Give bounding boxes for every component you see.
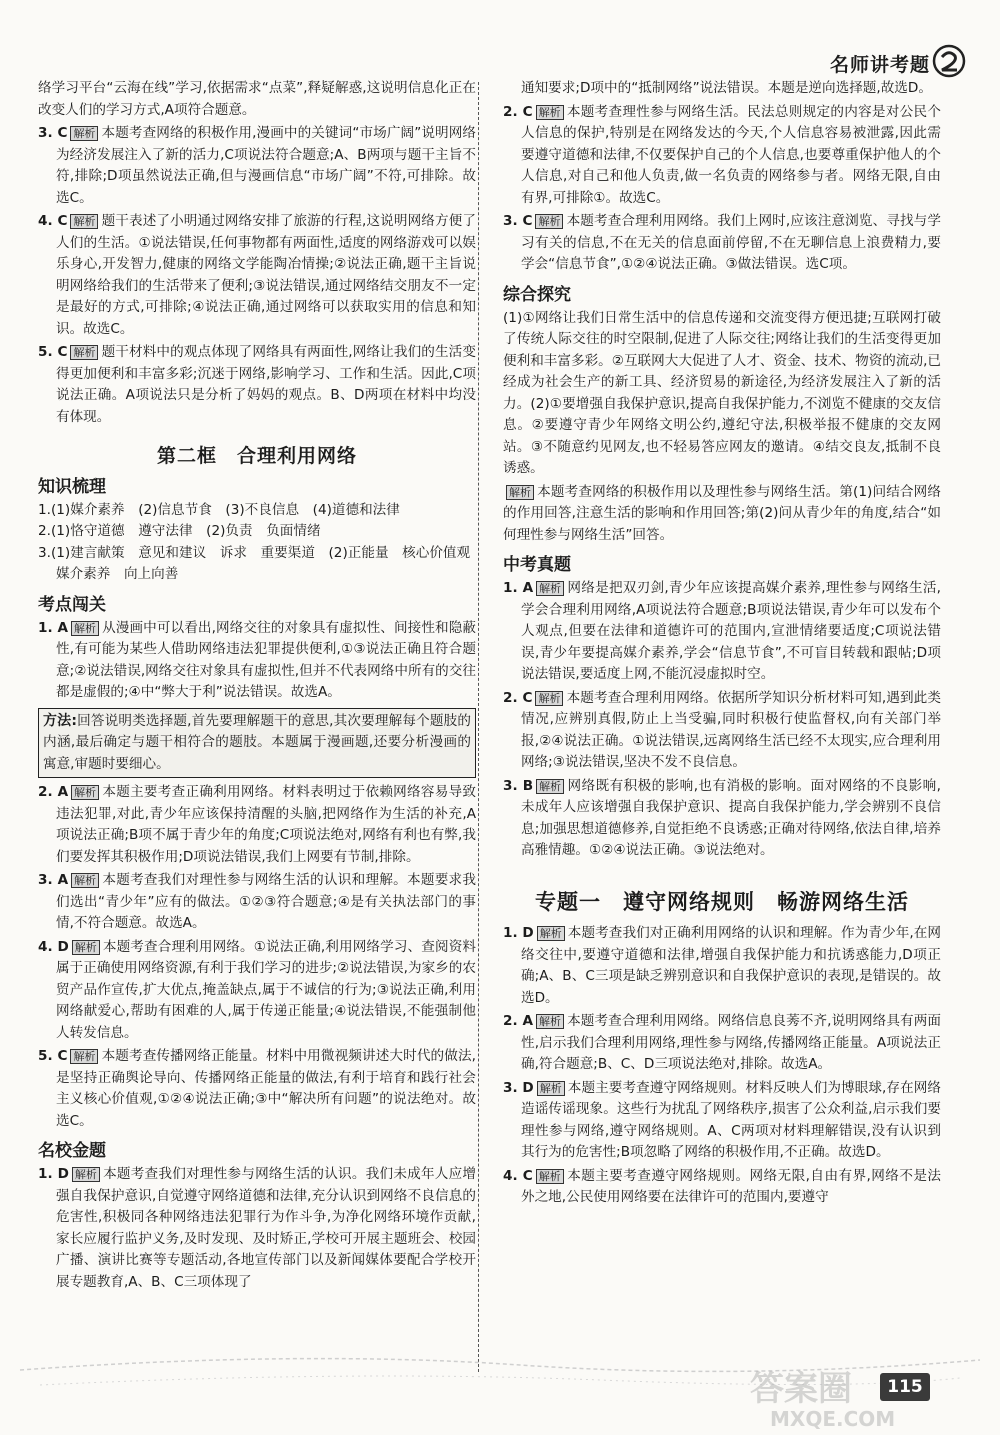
analysis-tag: 解析 [536, 1014, 564, 1029]
special-topic-title: 专题一 遵守网络规则 畅游网络生活 [535, 889, 909, 914]
answer-item: 1. A 解析 从漫画中可以看出,网络交往的对象具有虚拟性、间接性和隐蔽性,有可能为某些人借助网络违法犯罪提供便利,①③说法正确且符合题意;②说法错误,网络交往对象具有虚拟性,但并不代表网络中所有的交往都是虚假的;④中“弊大于利”说法错误。故选A。 [38, 619, 476, 700]
section-heading: 中考真题 [503, 555, 571, 575]
answer-item: 4. C 解析 本题主要考查遵守网络规则。网络无限,自由有界,网络不是法外之地,公民使用网络要在法律许可的范围内,要遵守 [503, 1167, 941, 1205]
analysis-tag: 解析 [71, 621, 99, 636]
analysis-tag: 解析 [537, 926, 565, 941]
left-column [38, 78, 484, 1295]
chapter-title: 第二框 合理利用网络 [156, 445, 357, 467]
brand-title: 名师讲考题 [829, 54, 930, 76]
section-heading: 综合探究 [503, 284, 571, 305]
answer-item: 5. C 解析 题干材料中的观点体现了网络具有两面性,网络让我们的生活变得更加便利和丰富多彩;沉迷于网络,影响学习、工作和生活。因此,C项说法正确。A项说法只是分析了妈妈的观点。B、D两项在材料中均没有体现。 [38, 344, 476, 425]
answer-item: 5. C 解析 本题考查传播网络正能量。材料中用微视频讲述大时代的做法,是坚持正确舆论导向、传播网络正能量的做法,有利于培育和践行社会主义核心价值观,①②④说法正确;③中“解决所有问题”的说法绝对。故选C。 [38, 1048, 476, 1129]
page-header [0, 0, 1000, 80]
answer-item: 1. A 解析 网络是把双刃剑,青少年应该提高媒介素养,理性参与网络生活,学会合理利用网络,A项说法符合题意;B项说法错误,青少年可以发布个人观点,但要在法律和道德许可的范围内,宣泄情绪要适度;C项说法错误,青少年要提高媒介素养,学会“信息节食”,不可盲目转载和跟帖;D项说法错误,要适度上网,不能沉浸虚拟时空。 [503, 580, 941, 682]
analysis-tag: 解析 [70, 345, 98, 360]
right-column [503, 78, 941, 1211]
analysis-tag: 解析 [72, 940, 100, 955]
answer-item: 2. A 解析 本题考查合理利用网络。网络信息良莠不齐,说明网络具有两面性,启示我们合理利用网络,理性参与网络,传播网络正能量。A项说法正确,符合题意;B、C、D三项说法绝对,排除。故选A。 [503, 1013, 941, 1072]
section-heading: 知识梳理 [38, 476, 106, 497]
explore-analysis: 解析 本题考查网络的积极作用以及理性参与网络生活。第(1)问结合网络的作用回答,注意生活的影响和作用回答;第(2)问从青少年的角度,结合“如何理性参与网络生活”回答。 [503, 483, 941, 543]
answer-item: 2. A 解析 本题主要考查正确利用网络。材料表明过于依赖网络容易导致违法犯罪,对此,青少年应该保持清醒的头脑,把网络作为生活的补充,A项说法正确;B项不属于青少年的角度;C项说法绝对,网络有利也有弊,我们要发挥其积极作用;D项说法错误,我们上网要有节制,排除。 [38, 784, 476, 865]
analysis-tag: 解析 [535, 214, 563, 229]
analysis-tag: 解析 [536, 581, 564, 596]
answer-item: 3. C 解析 本题考查合理利用网络。我们上网时,应该注意浏览、寻找与学习有关的信息,不在无关的信息面前停留,不在无聊信息上浪费精力,要学会“信息节食”,①②④说法正确。③做法错误。选C项。 [503, 213, 941, 272]
analysis-tag: 解析 [70, 1049, 98, 1064]
knowledge-line: 1.(1)媒介素养 (2)信息节食 (3)不良信息 (4)道德和法律 [38, 501, 400, 518]
method-box [38, 708, 476, 779]
analysis-tag: 解析 [536, 1169, 564, 1184]
answer-item: 1. D 解析 本题考查我们对理性参与网络生活的认识。我们未成年人应增强自我保护意识,自觉遵守网络道德和法律,充分认识到网络不良信息的危害性,积极同各种网络违法犯罪行为作斗争,为净化网络环境作贡献,家长应履行监护义务,及时发现、及时矫正,学校可开展主题班会、校园广播、演讲比赛等专题活动,各地宣传部门以及新闻媒体要配合学校开展专题教育,A、B、C三项体现了 [38, 1166, 477, 1290]
analysis-tag: 解析 [535, 691, 563, 706]
watermark-logo [740, 1360, 980, 1432]
knowledge-line: 3.(1)建言献策 意见和建议 诉求 重要渠道 (2)正能量 核心价值观 媒介素养 向上向善 [38, 544, 484, 582]
answer-item: 3. B 解析 网络既有积极的影响,也有消极的影响。面对网络的不良影响,未成年人应该增强自我保护意识、提高自我保护能力,学会辨别不良信息;加强思想道德修养,自觉拒绝不良诱惑;正确对待网络,依法自律,培养高雅情趣。①②④说法正确。③说法绝对。 [503, 777, 942, 858]
analysis-tag: 解析 [70, 126, 98, 141]
answer-item: 3. C 解析 本题考查网络的积极作用,漫画中的关键词“市场广阔”说明网络为经济发展注入了新的活力,C项说法符合题意;A、B两项与题干主旨不符,排除;D项虽然说法正确,但与漫画信息“市场广阔”不符,可排除。故选C。 [38, 125, 476, 206]
analysis-tag: 解析 [71, 785, 99, 800]
section-heading: 名校金题 [38, 1141, 106, 1161]
answer-item: 4. C 解析 题干表述了小明通过网络安排了旅游的行程,这说明网络方便了人们的生活。①说法错误,任何事物都有两面性,适度的网络游戏可以娱乐身心,开发智力,健康的网络文学能陶冶情操;②说法正确,题干主旨说明网络给我们的生活带来了便利;③说法错误,通过网络结交朋友不一定是最好的方式,可排除;④说法正确,通过网络可以获取实用的信息和知识。故选C。 [38, 213, 476, 337]
explore-answer: (1)①网络让我们日常生活中的信息传递和交流变得方便迅捷;互联网打破了传统人际交往的时空限制,促进了人际交往;网络让我们的生活变得更加便利和丰富多彩。②互联网大大促进了人才、资金、技术、物资的流动,已经成为社会生产的新工具、经济贸易的新途径,为经济发展注入了新的活力。(2)①要增强自我保护意识,提高自我保护能力,不浏览不健康的交友信息。②要遵守青少年网络文明公约,遵纪守法,积极举报不健康的交友网站。③不随意约见网友,也不轻易答应网友的邀请。④结交良友,抵制不良诱惑。 [503, 309, 941, 476]
continued-text: 络学习平台“云海在线”学习,依据需求“点菜”,释疑解惑,这说明信息化正在改变人们的学习方式,A项符合题意。 [38, 80, 476, 118]
section-heading: 考点闯关 [38, 594, 106, 615]
svg-text:答案圈: 答案圈 [750, 1369, 852, 1409]
answer-item: 2. C 解析 本题考查理性参与网络生活。民法总则规定的内容是对公民个人信息的保护,特别是在网络发达的今天,个人信息容易被泄露,因此需要遵守道德和法律,不仅要保护自己的个人信息,也要尊重保护他人的个人信息,对自己和他人负责,做一名负责的网络参与者。网络无限,自由有界,可排除①。故选C。 [503, 103, 941, 206]
method-label: 方法: [43, 712, 77, 729]
answer-list-top [38, 123, 476, 428]
svg-text:MXQE.COM: MXQE.COM [770, 1407, 896, 1431]
answer-item: 3. A 解析 本题考查我们对理性参与网络生活的认识和理解。本题要求我们选出“青少年”应有的做法。①②③符合题意;④是有关执法部门的事情,不符合题意。故选A。 [38, 872, 476, 931]
method-text: 回答说明类选择题,首先要理解题干的意思,其次要理解每个题肢的内涵,最后确定与题干相符合的题肢。本题属于漫画题,还要分析漫画的寓意,审题时要细心。 [43, 712, 471, 772]
answer-item: 1. D 解析 本题考查我们对正确利用网络的认识和理解。作为青少年,在网络交往中,要遵守道德和法律,增强自我保护能力和抗诱惑能力,D项正确;A、B、C三项是缺乏辨别意识和自我保护意识的表现,是错误的。故选D。 [503, 925, 941, 1006]
analysis-tag: 解析 [72, 1167, 100, 1182]
knowledge-line: 2.(1)恪守道德 遵守法律 (2)负责 负面情绪 [38, 523, 321, 539]
page-number: 115 [880, 1373, 930, 1401]
brand-logo-icon [932, 44, 966, 78]
answer-item: 4. D 解析 本题考查合理利用网络。①说法正确,利用网络学习、查阅资料属于正确使用网络资源,有利于我们学习的进步;②说法错误,为家乡的农贸产品作宣传,扩大优点,掩盖缺点,属于不诚信的行为;③说法正确,利用网络献爱心,帮助有困难的人,属于传递正能量;④说法错误,不能强制他人转发信息。 [38, 938, 476, 1041]
answer-item: 2. C 解析 本题考查合理利用网络。依据所学知识分析材料可知,遇到此类情况,应辨别真假,防止上当受骗,同时积极行使监督权,向有关部门举报,②④说法正确。①说法错误,远离网络生活已经不太现实,应合理利用网络;③说法错误,坚决不发不良信息。 [503, 689, 941, 770]
answer-item: 3. D 解析 本题主要考查遵守网络规则。材料反映人们为博眼球,存在网络造谣传谣现象。这些行为扰乱了网络秩序,损害了公众利益,启示我们要理性参与网络,遵守网络规则。A、C两项对材料理解错误,没有认识到其行为的危害性;B项忽略了网络的积极作用,不正确。故选D。 [503, 1079, 941, 1160]
column-divider [478, 82, 479, 1372]
analysis-tag: 解析 [506, 485, 534, 500]
analysis-tag: 解析 [536, 779, 564, 794]
analysis-tag: 解析 [71, 873, 99, 888]
analysis-tag: 解析 [537, 1081, 565, 1096]
analysis-tag: 解析 [70, 214, 98, 229]
analysis-tag: 解析 [536, 105, 564, 120]
continued-text: 通知要求;D项中的“抵制网络”说法错误。本题是逆向选择题,故选D。 [521, 80, 932, 96]
